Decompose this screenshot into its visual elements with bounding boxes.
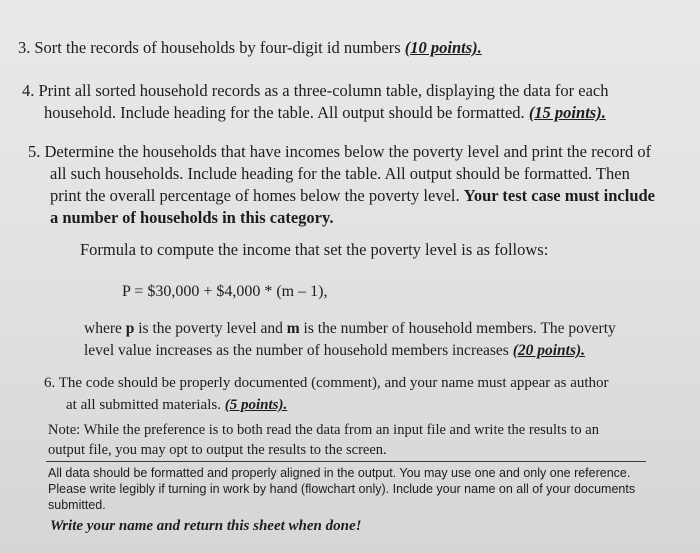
formula-intro: Formula to compute the income that set the poverty level is as follows: — [80, 240, 549, 259]
formula-explanation — [84, 318, 616, 362]
divider — [46, 461, 646, 462]
item-3-points: (10 points). — [404, 38, 482, 57]
note-line1: Note: While the preference is to both read the data from an input file and write the results to an — [48, 422, 599, 438]
item-5-line1: Determine the households that have incomes below the poverty level and print the record of — [44, 142, 652, 161]
item-6-number: 6. — [44, 375, 56, 391]
item-3 — [18, 37, 482, 59]
item-5-line3-bold: Your test case must include — [463, 186, 656, 205]
item-5-line3: print the overall percentage of homes below the poverty level. — [50, 186, 464, 205]
item-5-points: (20 points). — [512, 342, 586, 359]
where-variable-m: m — [286, 320, 300, 337]
item-5 — [28, 141, 655, 229]
closing-instruction: Write your name and return this sheet when done! — [50, 518, 362, 534]
where-variable-p: p — [125, 320, 135, 337]
item-6-line1: The code should be properly documented (comment), and your name must appear as author — [58, 375, 609, 391]
where-text-1: where — [84, 320, 126, 337]
item-4 — [22, 80, 608, 124]
item-3-text: Sort the records of households by four-digit id numbers — [34, 38, 405, 57]
item-4-points: (15 points). — [528, 103, 606, 122]
item-6-points: (5 points). — [224, 397, 288, 413]
item-6-line2: at all submitted materials. — [66, 397, 225, 413]
item-4-line2: household. Include heading for the table. All output should be formatted. — [44, 103, 529, 122]
footer-line2: Please write legibly if turning in work by hand (flowchart only). Include your name on all of your documents — [48, 482, 636, 496]
item-5-line4-bold: a number of households in this category. — [50, 208, 334, 227]
item-6 — [44, 372, 609, 416]
where-text-2: is the poverty level and — [134, 320, 287, 337]
footer-line3: submitted. — [48, 498, 106, 512]
note — [48, 420, 599, 460]
item-5-line2: all such households. Include heading for the table. All output should be formatted. Then — [50, 164, 630, 183]
item-5-number: 5. — [28, 142, 41, 161]
item-3-number: 3. — [18, 38, 31, 57]
note-line2: output file, you may opt to output the results to the screen. — [48, 442, 387, 458]
where-text-3: is the number of household members. The poverty — [299, 320, 616, 337]
where-line2: level value increases as the number of household members increases — [84, 342, 513, 359]
footer-instructions — [48, 465, 635, 513]
item-4-number: 4. — [22, 81, 35, 100]
poverty-formula: P = $30,000 + $4,000 * (m – 1), — [122, 283, 328, 300]
item-4-line1: Print all sorted household records as a three-column table, displaying the data for each — [38, 81, 609, 100]
footer-line1: All data should be formatted and properly aligned in the output. You may use one and only one reference. — [48, 466, 631, 480]
